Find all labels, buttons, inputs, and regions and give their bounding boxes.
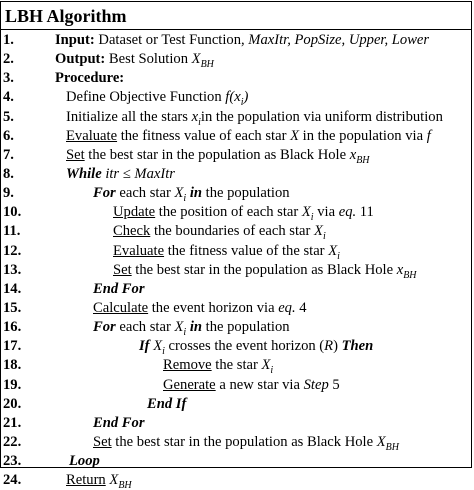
line-24: 24. Return $X_{BH}$ <box>3 472 132 490</box>
keyword: Input: <box>55 32 95 48</box>
line-6: 6. Evaluate the fitness value of each star X in the population via f <box>3 127 431 144</box>
line-9: 9. For each star $X_i$ in the population <box>3 185 290 204</box>
line-7: 7. Set the best star in the population as Black Hole $x_{BH}$ <box>3 146 370 165</box>
line-13: 13. Set the best star in the population as Black Hole $x_{BH}$ <box>3 261 417 280</box>
line-19: 19. Generate a new star via Step 5 <box>3 376 340 393</box>
line-22: 22. Set the best star in the population as Black Hole $X_{BH}$ <box>3 433 399 453</box>
line-5: 5. Initialize all the stars $x_iin$ the population via uniform distribution <box>3 108 443 127</box>
line-10: 10. Update the position of each star $X_i$ via eq. 11 <box>3 204 374 223</box>
line-1: 1. Input: Dataset or Test Function, MaxItr, PopSize, Upper, Lower <box>1 31 471 50</box>
line-16: 16. For each star $X_i$ in the population <box>3 319 290 338</box>
line-14: 14. End For <box>3 280 145 297</box>
line-8: 8. While itr ≤ MaxItr <box>3 165 175 182</box>
line-12: 12. Evaluate the fitness value of the star $X_i$ <box>3 242 340 261</box>
line-23: 23. Loop <box>3 453 100 470</box>
math: MaxItr, PopSize, Upper, Lower <box>248 32 430 48</box>
keyword: While <box>66 165 106 182</box>
line-15: 15. Calculate the event horizon via eq. 4 <box>3 299 307 316</box>
line-3: 3. Procedure: <box>3 70 125 87</box>
algorithm-title: LBH Algorithm <box>1 2 471 30</box>
algorithm-box <box>0 1 472 490</box>
line-18: 18. Remove the star $X_i$ <box>3 357 274 376</box>
line-11: 11. Check the boundaries of each star $X_i$ <box>3 223 326 242</box>
line-4: 4. Define Objective Function $f(x_i)$ <box>3 89 249 108</box>
line-number: 1. <box>3 32 14 48</box>
keyword: Procedure: <box>55 70 125 87</box>
algorithm-lines <box>1 30 471 490</box>
line-2: 2. Output: Best Solution $X_{BH}$ <box>3 51 214 70</box>
line-20: 20. End If <box>3 395 187 412</box>
line-17: 17. If $X_i$ crosses the event horizon (R) Then <box>3 338 374 357</box>
keyword: Output: <box>55 51 106 68</box>
line-21: 21. End For <box>3 414 145 431</box>
